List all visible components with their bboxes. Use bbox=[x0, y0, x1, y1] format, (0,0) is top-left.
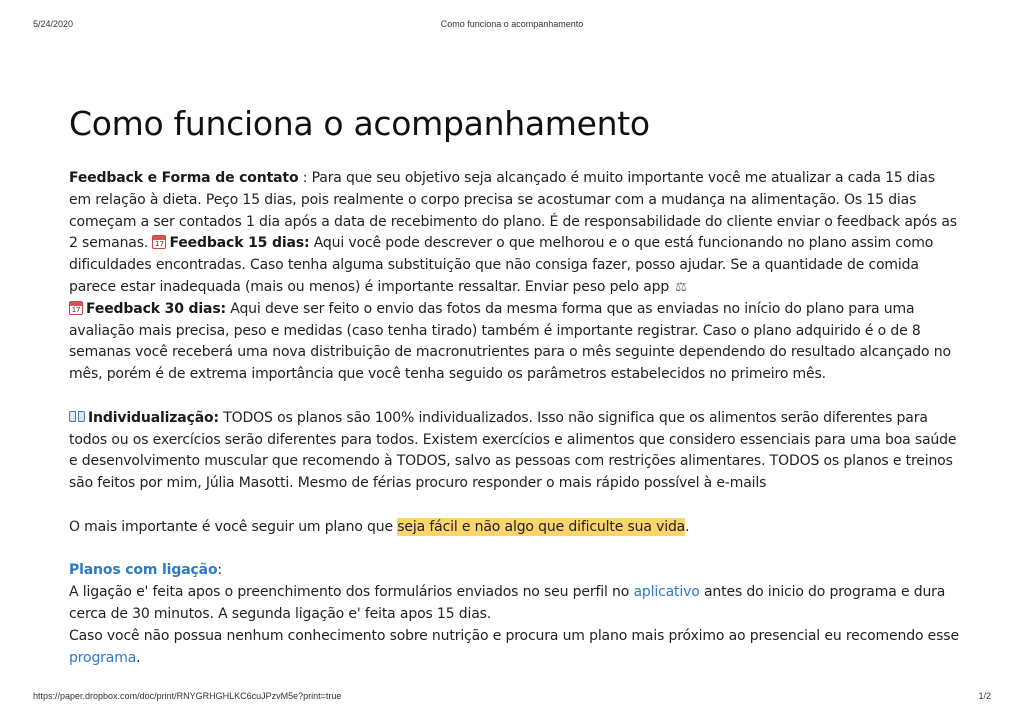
print-title: Como funciona o acompanhamento bbox=[440, 19, 584, 29]
feedback-15-text: Aqui você pode descrever o que melhorou e o que está funcionando no plano assim como dificuldades encontradas. Caso tenha alguma substituição que não consiga fazer, posso ajudar. Se a quantidade de comida parece estar inadequada (mais ou menos) é importante ressaltar. Enviar peso pelo app bbox=[69, 235, 934, 295]
spacer bbox=[69, 495, 959, 517]
document-body bbox=[69, 104, 959, 669]
individual-label: Individualização: bbox=[88, 409, 219, 426]
calendar-icon bbox=[69, 301, 83, 315]
plans-paragraph bbox=[69, 560, 959, 669]
highlighted-text: seja fácil e não algo que dificulte sua vida bbox=[397, 518, 686, 535]
individual-text: TODOS os planos são 100% individualizados. Isso não significa que os alimentos serão diferentes para todos ou os exercícios serão diferentes para todos. Existem exercícios e alimentos que considero essenciais para uma boa saúde e desenvolvimento muscular que recomendo à TODOS, salvo as pessoas com restrições alimentares. TODOS os planos e treinos são feitos por mim, Júlia Masotti. Mesmo de férias procuro responder o mais rápido possível à e-mails bbox=[69, 409, 957, 492]
feedback-contact-text: : Para que seu objetivo seja alcançado é muito importante você me atualizar a cada 15 dias em relação à dieta. Peço 15 dias, pois realmente o corpo precisa se acostumar com a mudança na alimentação. Os 15 dias começam a ser contados 1 dia após a data de recebimento do plano. É de responsabilidade do cliente enviar o feedback após as 2 semanas. bbox=[69, 170, 957, 252]
calendar-day: 17 bbox=[155, 240, 164, 249]
plans-line1-text: A ligação e' feita apos o preenchimento dos formulários enviados no seu perfil no bbox=[69, 584, 634, 601]
important-end: . bbox=[685, 518, 690, 535]
print-date: 5/24/2020 bbox=[33, 19, 74, 29]
plans-line1-end: antes do inicio do programa e dura cerca de 30 minutos. A segunda ligação e' feita apos 15 dias. bbox=[69, 584, 946, 622]
plans-heading-colon: : bbox=[217, 562, 222, 579]
important-paragraph bbox=[69, 517, 959, 539]
plans-line2-end: . bbox=[136, 649, 141, 666]
feedback-30-label: Feedback 30 dias: bbox=[86, 300, 226, 317]
individual-paragraph bbox=[69, 408, 959, 495]
print-url: https://paper.dropbox.com/doc/print/RNYGRHGHLKC6cuJPzvM5e?print=true bbox=[33, 691, 342, 701]
calendar-icon bbox=[152, 235, 166, 249]
plans-heading-link[interactable]: Planos com ligação bbox=[69, 562, 218, 579]
feedback-contact-label: Feedback e Forma de contato bbox=[69, 170, 299, 186]
feedback-15-label: Feedback 15 dias: bbox=[169, 235, 310, 252]
spacer bbox=[69, 386, 959, 408]
plans-line2-text: Caso você não possua nenhum conhecimento sobre nutrição e procura um plano mais próximo ao presencial eu recomendo esse bbox=[69, 627, 959, 644]
calendar-day: 17 bbox=[71, 305, 81, 314]
feedback-paragraph bbox=[69, 168, 959, 386]
print-header bbox=[33, 19, 991, 33]
page-number: 1/2 bbox=[978, 691, 991, 701]
program-link[interactable]: programa bbox=[69, 649, 137, 666]
page-title: Como funciona o acompanhamento bbox=[69, 104, 650, 143]
feedback-30-text: Aqui deve ser feito o envio das fotos da mesma forma que as enviadas no início do plano para uma avaliação mais precisa, peso e medidas (caso tenha tirado) também é importante registrar. Caso o plano adquirido é o de 8 semanas você receberá uma nova distribuição de macronutrientes para o mês seguinte dependendo do resultado alcançado no mês, porém é de extrema importância que você tenha seguido os parâmetros estabelecidos no primeiro mês. bbox=[69, 300, 951, 383]
app-link[interactable]: aplicativo bbox=[633, 584, 700, 601]
open-book-icon bbox=[69, 411, 85, 423]
important-text: O mais importante é você seguir um plano que bbox=[69, 518, 398, 535]
spacer bbox=[69, 539, 959, 561]
print-footer bbox=[33, 691, 991, 705]
scale-icon: ⚖ bbox=[675, 279, 687, 295]
